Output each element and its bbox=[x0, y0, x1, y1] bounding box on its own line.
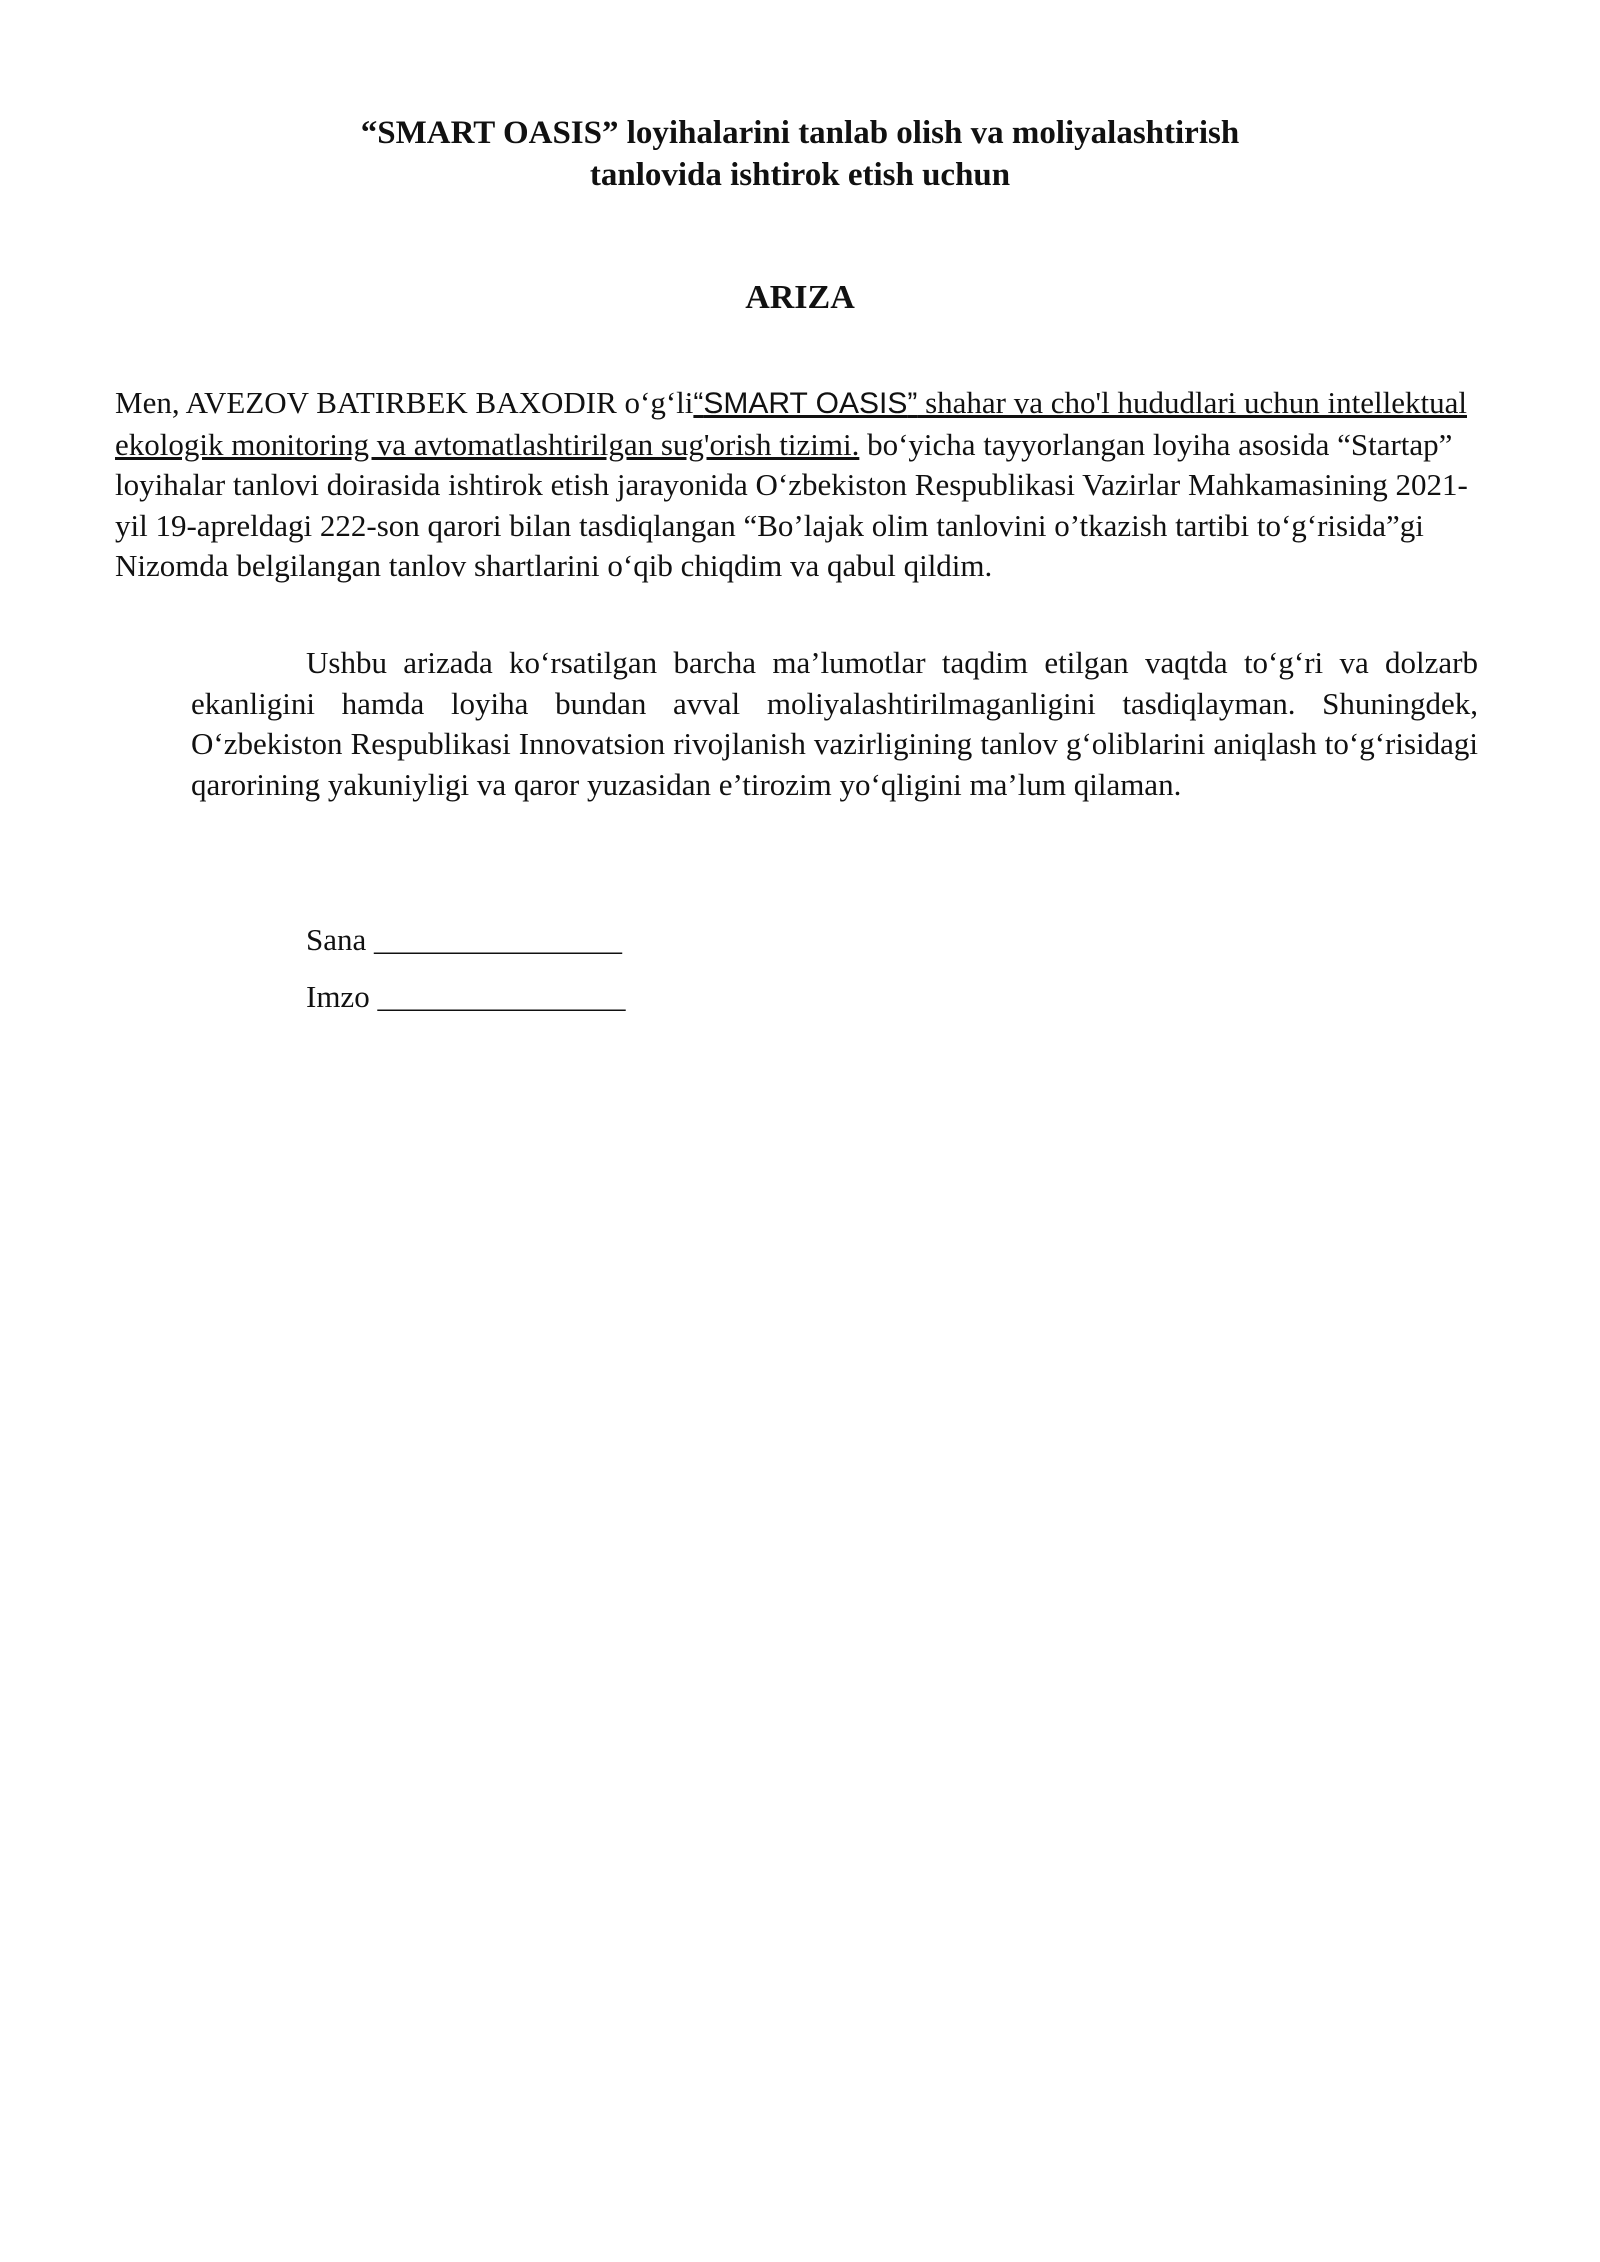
application-statement bbox=[115, 383, 1495, 587]
signature-line: Imzo ________________ bbox=[306, 979, 626, 1014]
statement-rest: bo‘yicha tayyorlangan loyiha asosida “Startap” loyihalar tanlovi doirasida ishtirok etish jarayonida O‘zbekiston Respublikasi Vazirlar Mahkamasining 2021-yil 19-apreldagi 222-son qarori bilan tasdiqlangan “Bo’lajak olim tanlovini o’tkazish tartibi to‘g‘risida”gi Nizomda belgilangan tanlov shartlarini o‘qib chiqdim va qabul qildim. bbox=[115, 426, 1468, 584]
title-line-2: tanlovida ishtirok etish uchun bbox=[589, 157, 1011, 193]
project-description: shahar va cho'l hududlari uchun intellektual ekologik monitoring va avtomatlashtirilgan sug'orish tizimi. bbox=[115, 385, 1467, 462]
project-open-quote: “ bbox=[693, 387, 704, 420]
date-line: Sana ________________ bbox=[306, 922, 623, 957]
applicant-intro: Men, AVEZOV BATIRBEK BAXODIR o‘g‘li bbox=[115, 385, 694, 420]
document-title bbox=[0, 112, 1600, 196]
project-close-quote: ” bbox=[907, 387, 918, 420]
project-name: SMART OASIS bbox=[703, 387, 908, 420]
document-heading: ARIZA bbox=[745, 279, 855, 316]
confirmation-paragraph: Ushbu arizada ko‘rsatilgan barcha ma’lumotlar taqdim etilgan vaqtda to‘g‘ri va dolzarb ekanligini hamda loyiha bundan avval moliyalashtirilmaganligini tasdiqlayman. Shuningdek, O‘zbekiston Respublikasi Innovatsion rivojlanish vazirligining tanlov g‘oliblarini aniqlash to‘g‘risidagi qarorining yakuniyligi va qaror yuzasidan e’tirozim yo‘qligini ma’lum qilaman. bbox=[191, 645, 1478, 802]
title-line-1: “SMART OASIS” loyihalarini tanlab olish va moliyalashtirish bbox=[360, 115, 1240, 151]
